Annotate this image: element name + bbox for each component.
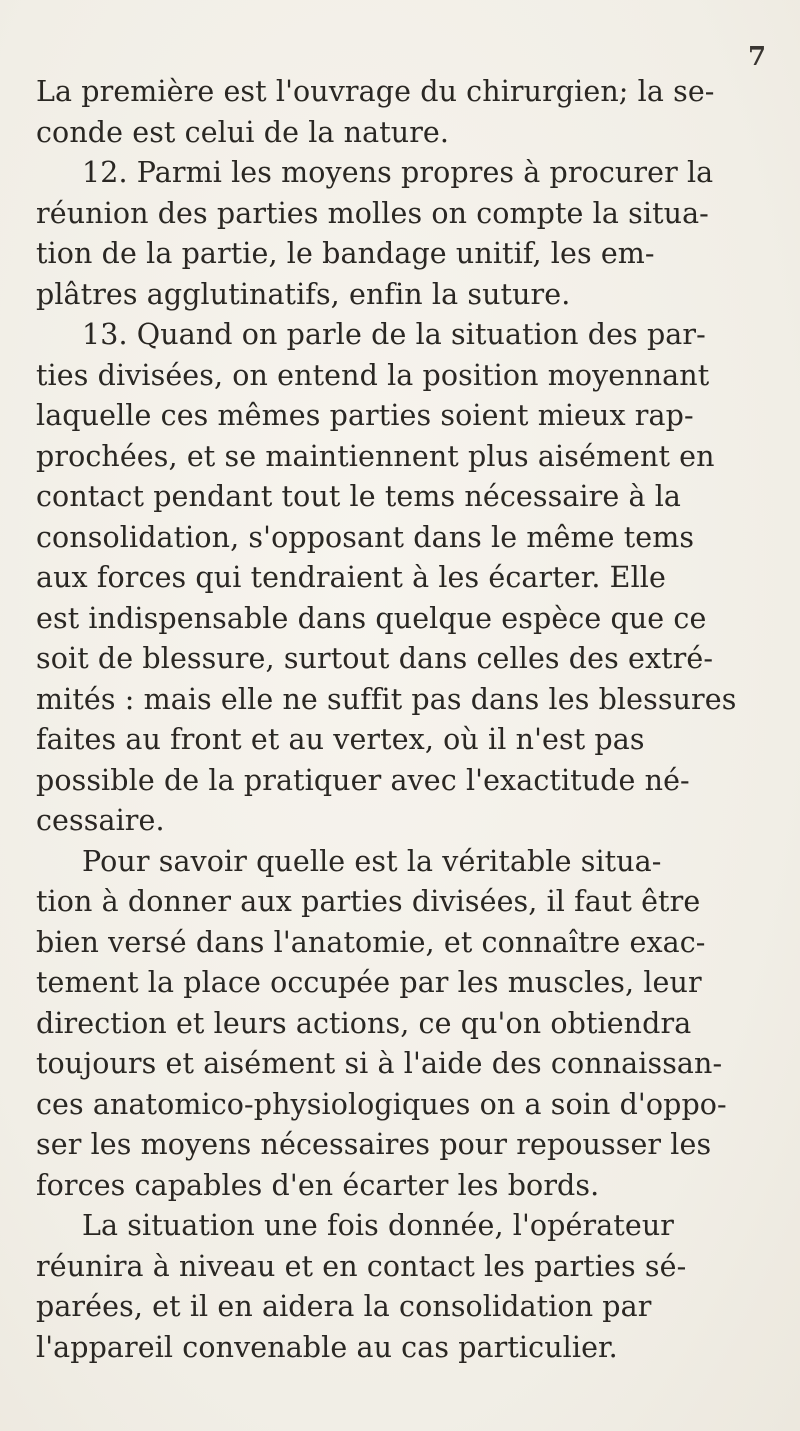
text-line: conde est celui de la nature. bbox=[36, 115, 450, 149]
text-line: plâtres agglutinatifs, enfin la suture. bbox=[36, 277, 571, 311]
text-line: 13. Quand on parle de la situation des par- bbox=[82, 318, 706, 351]
text-line: aux forces qui tendraient à les écarter. Elle bbox=[36, 561, 666, 594]
text-line: réunion des parties molles on compte la situa- bbox=[36, 196, 709, 230]
text-line: tion à donner aux parties divisées, il faut être bbox=[36, 885, 701, 918]
text-line: parées, et il en aidera la consolidation par bbox=[36, 1290, 652, 1323]
text-line: consolidation, s'opposant dans le même tems bbox=[36, 520, 695, 554]
text-line: tement la place occupée par les muscles, leur bbox=[36, 966, 702, 999]
text-line: ser les moyens nécessaires pour repousser les bbox=[36, 1128, 712, 1161]
text-line: prochées, et se maintiennent plus aisément en bbox=[36, 439, 715, 473]
body-text bbox=[36, 72, 766, 1368]
text-line: possible de la pratiquer avec l'exactitude né- bbox=[36, 763, 690, 797]
text-line: réunira à niveau et en contact les parties sé- bbox=[36, 1249, 687, 1283]
text-line: direction et leurs actions, ce qu'on obtiendra bbox=[36, 1006, 692, 1040]
text-line: contact pendant tout le tems nécessaire à la bbox=[36, 480, 682, 513]
text-line: ces anatomico-physiologiques on a soin d'oppo- bbox=[36, 1087, 727, 1121]
text-line: La situation une fois donnée, l'opérateur bbox=[82, 1209, 674, 1242]
text-line: mités : mais elle ne suffit pas dans les blessures bbox=[36, 682, 737, 716]
text-line: soit de blessure, surtout dans celles des extré- bbox=[36, 642, 714, 675]
text-line: faites au front et au vertex, où il n'est pas bbox=[36, 723, 645, 756]
text-line: 12. Parmi les moyens propres à procurer la bbox=[82, 156, 714, 189]
text-line: cessaire. bbox=[36, 804, 165, 837]
text-line: forces capables d'en écarter les bords. bbox=[36, 1168, 600, 1202]
page-number: 7 bbox=[748, 42, 767, 72]
text-line: l'appareil convenable au cas particulier. bbox=[36, 1330, 618, 1364]
text-line: tion de la partie, le bandage unitif, les em- bbox=[36, 237, 655, 270]
text-line: bien versé dans l'anatomie, et connaître exac- bbox=[36, 925, 706, 959]
text-line: est indispensable dans quelque espèce que ce bbox=[36, 601, 707, 635]
text-line: ties divisées, on entend la position moyennant bbox=[36, 358, 710, 392]
text-line: laquelle ces mêmes parties soient mieux rap- bbox=[36, 399, 694, 432]
text-line: Pour savoir quelle est la véritable situa- bbox=[82, 844, 662, 878]
text-line: La première est l'ouvrage du chirurgien; la se- bbox=[36, 75, 715, 108]
text-line: toujours et aisément si à l'aide des connaissan- bbox=[36, 1047, 723, 1080]
